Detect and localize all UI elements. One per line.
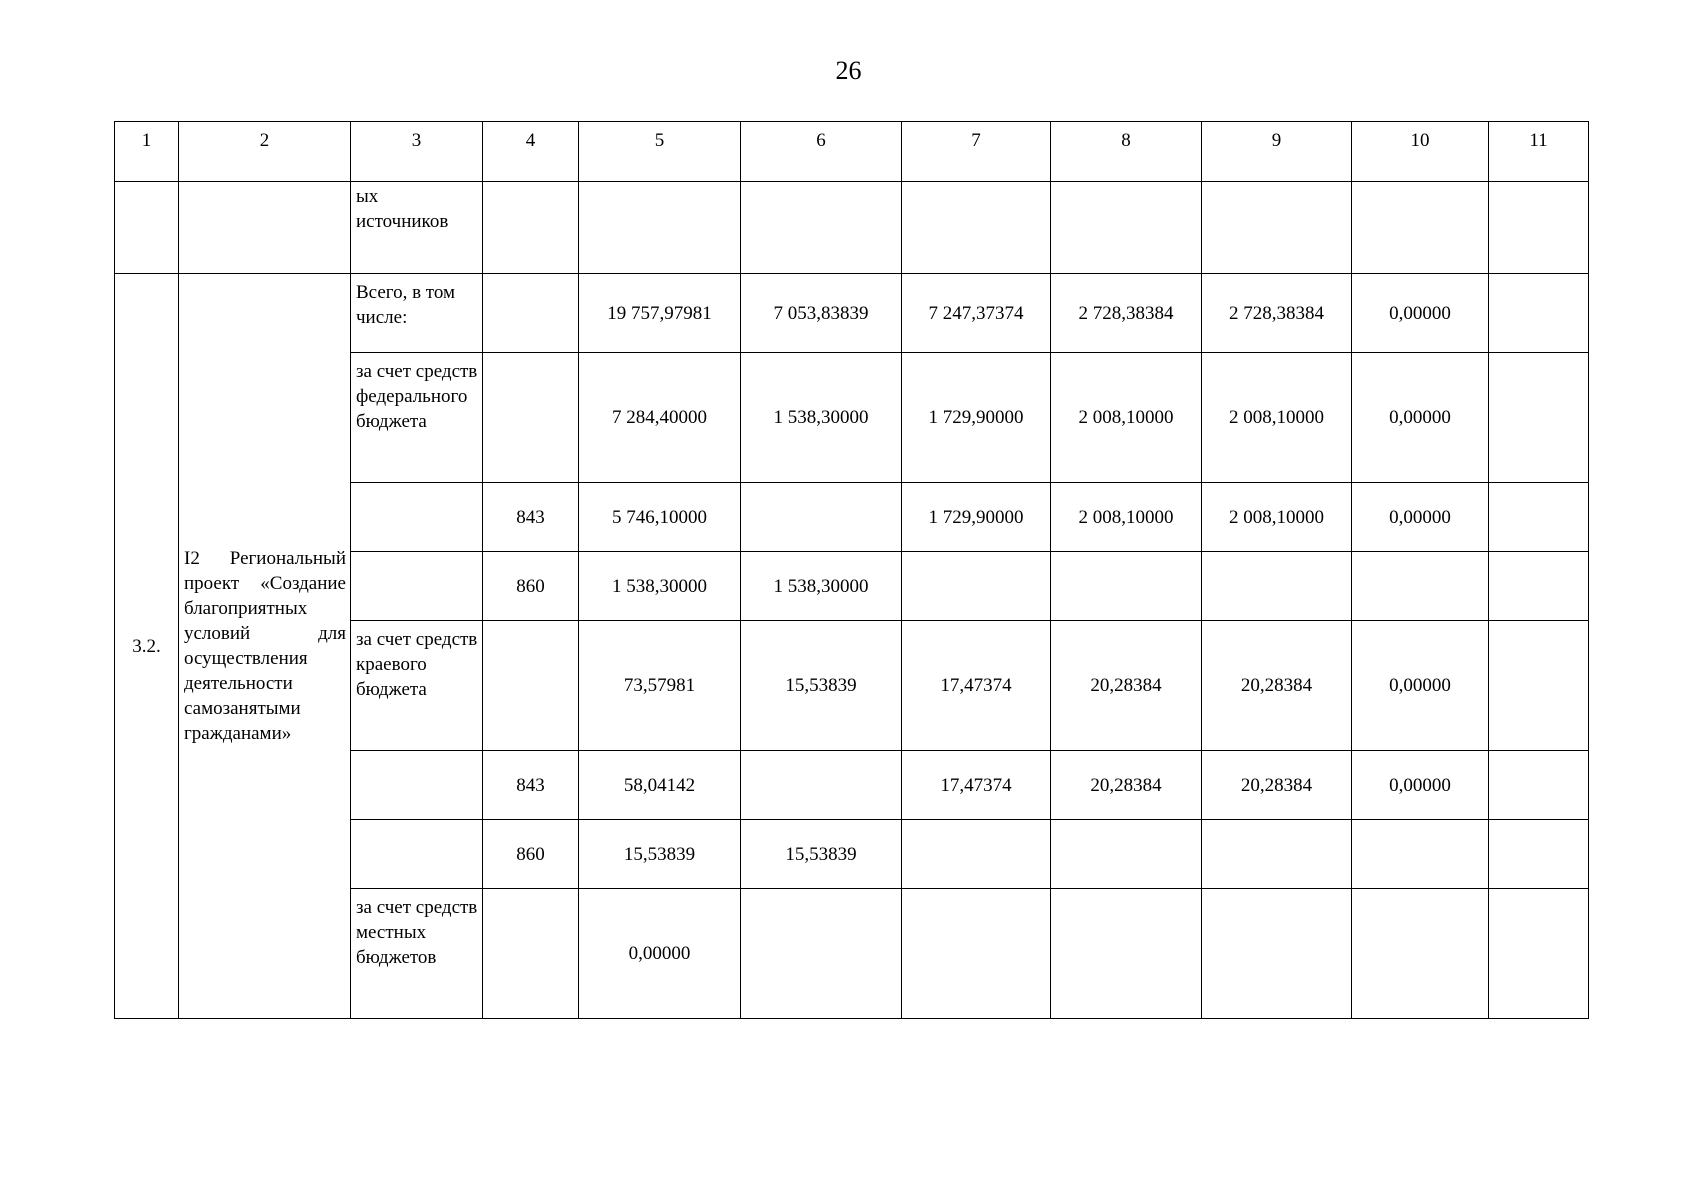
col-number: 6 <box>741 122 902 182</box>
value-cell <box>1489 353 1589 483</box>
value-cell: 15,53839 <box>741 820 902 889</box>
code-cell <box>483 621 579 751</box>
col-number: 2 <box>179 122 351 182</box>
value-cell: 0,00000 <box>1352 621 1489 751</box>
value-cell <box>1489 274 1589 353</box>
continuation-row <box>115 182 1589 274</box>
value-cell: 58,04142 <box>579 751 741 820</box>
value-cell <box>741 751 902 820</box>
value-cell: 7 284,40000 <box>579 353 741 483</box>
value-cell <box>1489 889 1589 1019</box>
value-cell: 0,00000 <box>579 889 741 1019</box>
value-cell <box>1202 552 1352 621</box>
project-name: I2 Региональный проект «Создание благоприятных условий для осуществления деятельности самозанятыми гражданами» <box>179 274 351 1019</box>
source-label <box>351 751 483 820</box>
value-cell <box>1051 889 1202 1019</box>
value-cell: 0,00000 <box>1352 274 1489 353</box>
source-label: Всего, в том числе: <box>351 274 483 353</box>
col-number: 9 <box>1202 122 1352 182</box>
value-cell: 1 729,90000 <box>902 483 1051 552</box>
value-cell <box>902 552 1051 621</box>
code-cell: 843 <box>483 751 579 820</box>
row-number: 3.2. <box>115 274 179 1019</box>
table-row <box>115 274 1589 353</box>
code-cell: 843 <box>483 483 579 552</box>
value-cell: 2 008,10000 <box>1202 483 1352 552</box>
value-cell: 7 053,83839 <box>741 274 902 353</box>
col-number: 1 <box>115 122 179 182</box>
value-cell <box>741 889 902 1019</box>
col-number: 10 <box>1352 122 1489 182</box>
value-cell <box>1202 889 1352 1019</box>
value-cell: 15,53839 <box>741 621 902 751</box>
value-cell: 17,47374 <box>902 751 1051 820</box>
col-number: 11 <box>1489 122 1589 182</box>
source-label: за счет средств краевого бюджета <box>351 621 483 751</box>
value-cell: 1 729,90000 <box>902 353 1051 483</box>
source-label: за счет средств местных бюджетов <box>351 889 483 1019</box>
value-cell: 0,00000 <box>1352 751 1489 820</box>
col-number: 8 <box>1051 122 1202 182</box>
value-cell: 2 008,10000 <box>1051 483 1202 552</box>
financing-table <box>114 121 1589 1019</box>
value-cell <box>741 483 902 552</box>
col-number: 5 <box>579 122 741 182</box>
value-cell: 2 008,10000 <box>1202 353 1352 483</box>
value-cell <box>1489 820 1589 889</box>
value-cell: 1 538,30000 <box>579 552 741 621</box>
code-cell <box>483 889 579 1019</box>
value-cell: 15,53839 <box>579 820 741 889</box>
value-cell: 17,47374 <box>902 621 1051 751</box>
value-cell <box>1051 820 1202 889</box>
value-cell: 2 728,38384 <box>1202 274 1352 353</box>
value-cell <box>1352 552 1489 621</box>
value-cell: 20,28384 <box>1051 751 1202 820</box>
value-cell: 20,28384 <box>1051 621 1202 751</box>
value-cell: 5 746,10000 <box>579 483 741 552</box>
value-cell: 2 008,10000 <box>1051 353 1202 483</box>
value-cell: 1 538,30000 <box>741 353 902 483</box>
value-cell: 0,00000 <box>1352 353 1489 483</box>
source-label: ых источников <box>351 182 483 274</box>
col-number: 3 <box>351 122 483 182</box>
value-cell <box>1489 751 1589 820</box>
code-cell <box>483 353 579 483</box>
value-cell: 2 728,38384 <box>1051 274 1202 353</box>
col-number: 4 <box>483 122 579 182</box>
value-cell: 0,00000 <box>1352 483 1489 552</box>
value-cell: 1 538,30000 <box>741 552 902 621</box>
value-cell <box>1352 820 1489 889</box>
value-cell: 73,57981 <box>579 621 741 751</box>
value-cell <box>1489 621 1589 751</box>
value-cell <box>1489 483 1589 552</box>
value-cell <box>1352 889 1489 1019</box>
source-label <box>351 820 483 889</box>
value-cell <box>902 889 1051 1019</box>
value-cell <box>1051 552 1202 621</box>
value-cell: 7 247,37374 <box>902 274 1051 353</box>
page-number: 26 <box>835 56 862 85</box>
col-number: 7 <box>902 122 1051 182</box>
code-cell: 860 <box>483 820 579 889</box>
code-cell: 860 <box>483 552 579 621</box>
value-cell <box>1489 552 1589 621</box>
source-label <box>351 552 483 621</box>
source-label <box>351 483 483 552</box>
value-cell: 20,28384 <box>1202 621 1352 751</box>
value-cell: 19 757,97981 <box>579 274 741 353</box>
value-cell <box>902 820 1051 889</box>
code-cell <box>483 274 579 353</box>
column-numbers-row <box>115 122 1589 182</box>
source-label: за счет средств федерального бюджета <box>351 353 483 483</box>
value-cell <box>1202 820 1352 889</box>
value-cell: 20,28384 <box>1202 751 1352 820</box>
